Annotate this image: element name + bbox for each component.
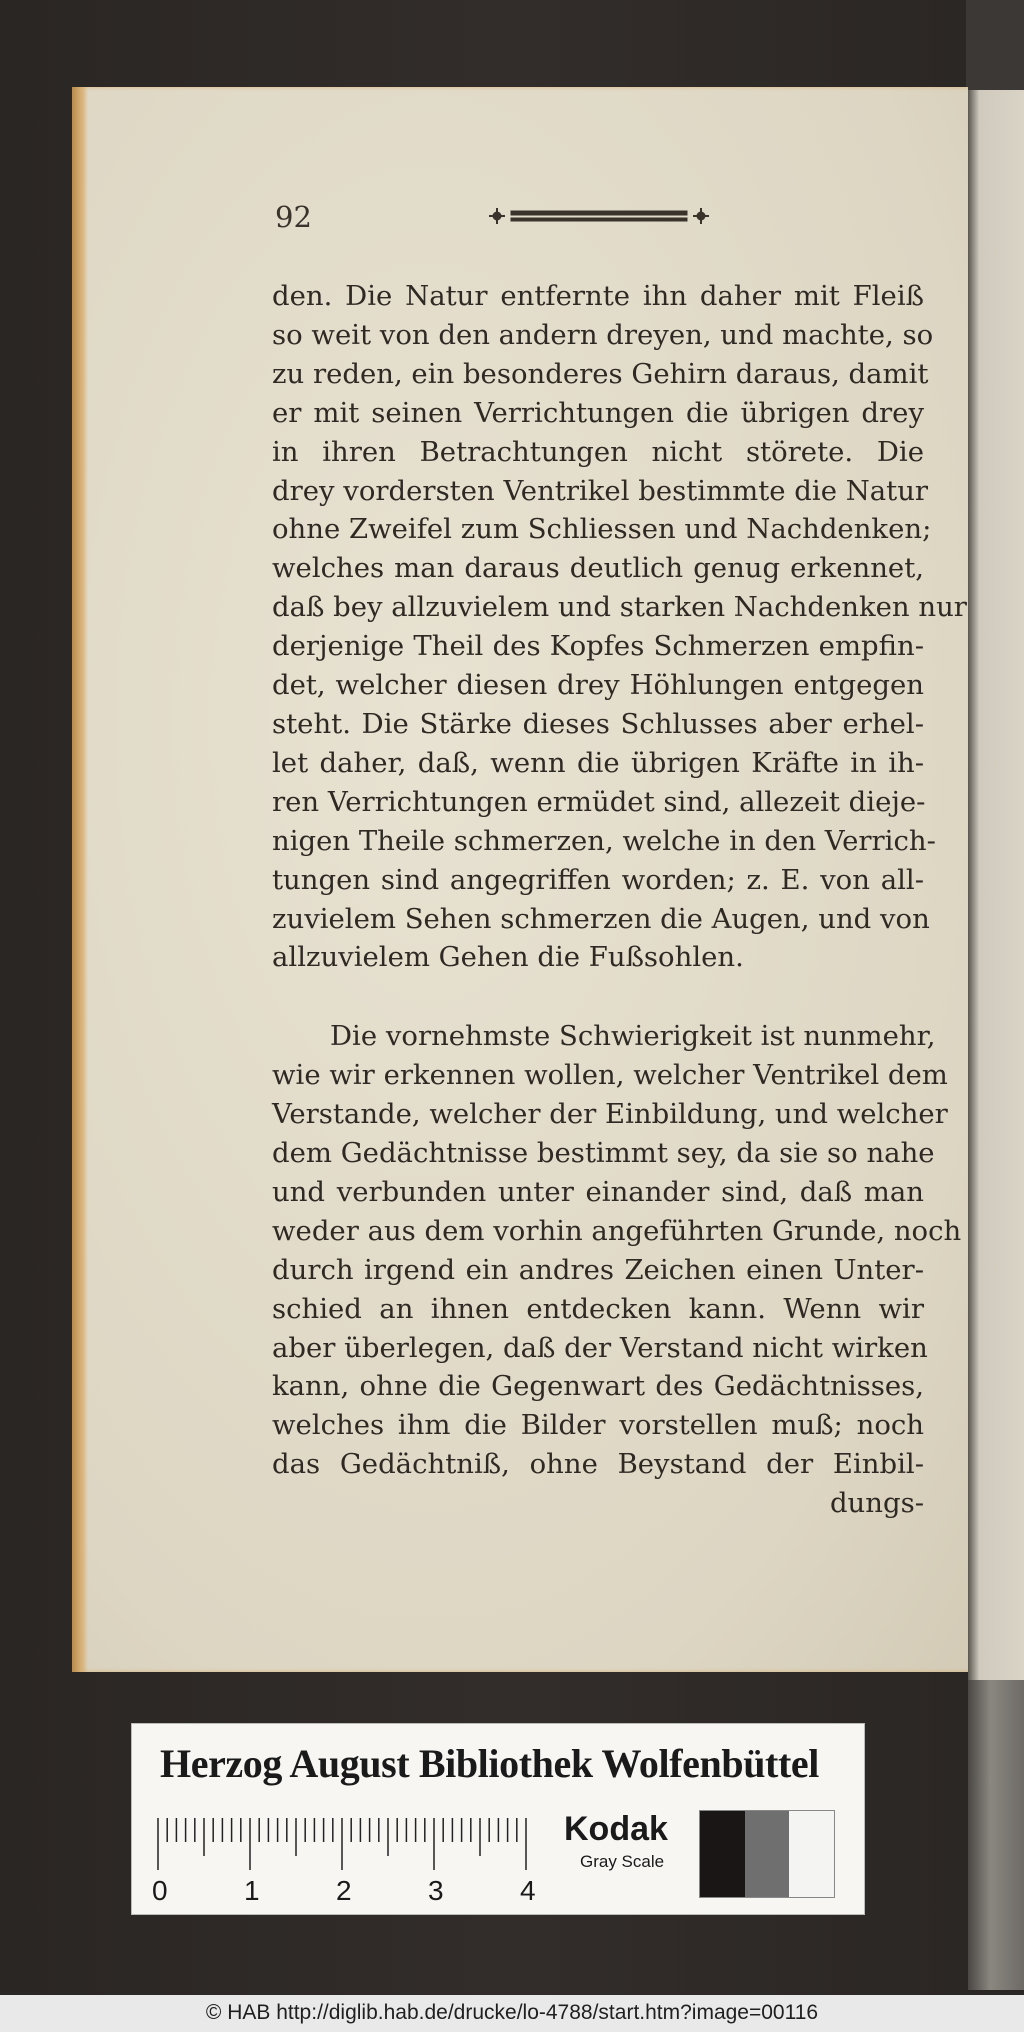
page-number: 92 [275,200,312,234]
text-line: welches ihm die Bilder vorstellen muß; noch [272,1409,924,1442]
footer-bar [0,1995,1024,2032]
facing-page-edge [968,60,1024,1680]
text-line: aber überlegen, daß der Verstand nicht wirken [272,1331,928,1364]
library-name: Herzog August Bibliothek Wolfenbüttel [160,1741,819,1786]
text-line: wie wir erkennen wollen, welcher Ventrikel dem [272,1059,948,1092]
color-calibration-card [131,1723,865,1915]
copyright-url: © HAB http://diglib.hab.de/drucke/lo-4788/start.htm?image=00116 [205,2001,819,2024]
text-line: drey vordersten Ventrikel bestimmte die Natur [272,474,929,507]
text-line: ohne Zweifel zum Schliessen und Nachdenken; [272,513,932,546]
scale-number: 4 [520,1875,536,1906]
gray-patch-dark [700,1811,745,1897]
text-line: derjenige Theil des Kopfes Schmerzen empfin- [272,630,924,663]
gray-patch-mid [745,1811,790,1897]
gray-scale-patches [699,1810,835,1898]
text-line: zu reden, ein besonderes Gehirn daraus, damit [272,357,929,390]
gray-scale-label: Gray Scale [580,1852,665,1871]
text-line: steht. Die Stärke dieses Schlusses aber erhel- [272,707,924,740]
body-text [272,277,967,1523]
text-line: ren Verrichtungen ermüdet sind, allezeit dieje- [272,785,926,818]
text-line: das Gedächtniß, ohne Beystand der Einbil- [272,1448,924,1481]
text-line: so weit von den andern dreyen, und machte, so [272,318,934,351]
text-line: Verstande, welcher der Einbildung, und welcher [272,1098,948,1131]
gray-patch-light [789,1811,834,1897]
paragraph-1 [272,277,967,977]
text-line: kann, ohne die Gegenwart des Gedächtnisses, [272,1370,924,1403]
text-line: Die vornehmste Schwierigkeit ist nunmehr, [330,1020,936,1053]
paragraph-gap [272,977,924,1017]
page-header [275,196,715,246]
text-line: den. Die Natur entfernte ihn daher mit Fleiß [272,280,924,312]
text-line: durch irgend ein andres Zeichen einen Unter- [272,1253,924,1286]
kodak-logo: Kodak [564,1810,668,1848]
text-line: daß bey allzuvielem und starken Nachdenken nur [272,591,967,624]
catchword: dungs- [829,1487,924,1520]
page-gutter-edge [72,87,88,1672]
book-cover-edge [968,1680,1024,1990]
scale-number: 3 [428,1875,444,1906]
text-line: welches man daraus deutlich genug erkennet, [272,552,924,585]
text-line: det, welcher diesen drey Höhlungen entgegen [272,669,924,702]
text-line: schied an ihnen entdecken kann. Wenn wir [272,1292,924,1325]
scale-number: 2 [336,1875,352,1906]
text-line: er mit seinen Verrichtungen die übrigen drey [272,396,924,429]
text-line: allzuvielem Gehen die Fußsohlen. [272,941,744,974]
text-line: weder aus dem vorhin angeführten Grunde, noch [272,1214,962,1247]
text-line: dem Gedächtnisse bestimmt sey, da sie so nahe [272,1137,935,1170]
text-line: und verbunden unter einander sind, daß man [272,1175,924,1208]
paragraph-2 [272,1017,962,1484]
text-line: zuvielem Sehen schmerzen die Augen, und von [272,902,930,935]
scale-number: 1 [244,1875,260,1906]
header-ornament [487,202,711,230]
text-line: in ihren Betrachtungen nicht störete. Die [272,435,924,468]
scale-number: 0 [152,1875,168,1906]
text-line: let daher, daß, wenn die übrigen Kräfte in ih- [272,746,924,779]
text-line: tungen sind angegriffen worden; z. E. von all- [272,863,924,896]
book-spine-shadow [966,0,1024,90]
text-line: nigen Theile schmerzen, welche in den Verrich- [272,824,936,857]
